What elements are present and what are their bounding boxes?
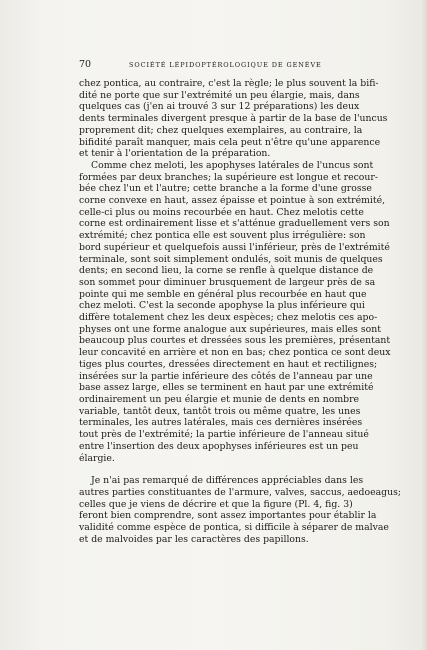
text-line: et de malvoides par les caractères des papillons. bbox=[79, 533, 309, 545]
text-line: extrémité; chez pontica elle est souvent plus irrégulière: son bbox=[79, 230, 366, 242]
text-line: élargie. bbox=[79, 452, 115, 464]
text-line: terminales, les autres latérales, mais ces dernières insérées bbox=[79, 417, 363, 429]
text-line: corne convexe en haut, assez épaisse et pointue à son extrémité, bbox=[79, 195, 386, 207]
text-line: dité ne porte que sur l'extrémité un peu élargie, mais, dans bbox=[79, 89, 360, 101]
text-line: bifidité paraît manquer, mais cela peut n'être qu'une apparence bbox=[79, 136, 381, 148]
text-line: formées par deux branches; la supérieure est longue et recour- bbox=[79, 171, 378, 183]
text-line: Comme chez meloti, les apophyses latérales de l'uncus sont bbox=[91, 159, 374, 171]
page-number: 70 bbox=[79, 59, 92, 70]
text-line: entre l'insertion des deux apophyses inférieures est un peu bbox=[79, 440, 359, 452]
text-line: base assez large, elles se terminent en haut par une extrémité bbox=[79, 382, 374, 394]
text-line: variable, tantôt deux, tantôt trois ou même quatre, les unes bbox=[79, 405, 361, 417]
text-line: diffère totalement chez les deux espèces; chez melotis ces apo- bbox=[79, 312, 378, 324]
text-line: physes ont une forme analogue aux supérieures, mais elles sont bbox=[79, 323, 381, 335]
text-line: pointe qui me semble en général plus recourbée en haut que bbox=[79, 288, 367, 300]
text-line: quelques cas (j'en ai trouvé 3 sur 12 préparations) les deux bbox=[79, 101, 360, 113]
body-text bbox=[79, 78, 401, 545]
text-line: celles que je viens de décrire et que la figure (Pl. 4, fig. 3) bbox=[79, 498, 353, 510]
text-line: autres parties constituantes de l'armure, valves, saccus, aedoeagus; bbox=[79, 486, 401, 498]
paragraph-gap bbox=[79, 464, 351, 475]
text-line: insérées sur la partie inférieure des côtés de l'anneau par une bbox=[79, 370, 373, 382]
text-line: chez pontica, au contraire, c'est la règle; le plus souvent la bifi- bbox=[79, 78, 379, 89]
text-line: ordinairement un peu élargie et munie de dents en nombre bbox=[79, 393, 360, 405]
text-line: chez meloti. C'est la seconde apophyse la plus inférieure qui bbox=[79, 300, 365, 312]
text-line: leur concavité en arrière et non en bas; chez pontica ce sont deux bbox=[79, 347, 391, 359]
text-line: validité comme espèce de pontica, si difficile à séparer de malvae bbox=[79, 522, 389, 534]
text-line: corne est ordinairement lisse et s'atténue graduellement vers son bbox=[79, 218, 390, 230]
text-line: dents terminales divergent presque à partir de la base de l'uncus bbox=[79, 113, 388, 125]
text-line: feront bien comprendre, sont assez importantes pour établir la bbox=[79, 510, 377, 522]
text-line: bée chez l'un et l'autre; cette branche a la forme d'une grosse bbox=[79, 183, 372, 195]
text-line: tiges plus courtes, dressées directement en haut et rectilignes; bbox=[79, 358, 378, 370]
page-edge-shadow bbox=[421, 0, 427, 650]
text-line: Je n'ai pas remarqué de différences appréciables dans les bbox=[91, 475, 364, 487]
text-line: et tenir à l'orientation de la préparation. bbox=[79, 148, 271, 160]
text-line: dents; en second lieu, la corne se renfle à quelque distance de bbox=[79, 265, 374, 277]
text-line: beaucoup plus courtes et dressées sous les premières, présentant bbox=[79, 335, 391, 347]
text-line: tout près de l'extrémité; la partie inférieure de l'anneau situé bbox=[79, 429, 369, 441]
text-line: son sommet pour diminuer brusquement de largeur près de sa bbox=[79, 276, 376, 288]
text-line: terminale, sont soit simplement ondulés, soit munis de quelques bbox=[79, 253, 383, 265]
text-line: celle-ci plus ou moins recourbée en haut. Chez melotis cette bbox=[79, 206, 364, 218]
text-line: bord supérieur et quelquefois aussi l'inférieur, près de l'extrémité bbox=[79, 241, 390, 253]
running-title: SOCIÉTÉ LÉPIDOPTÉROLOGIQUE DE GENÈVE bbox=[129, 61, 322, 69]
text-line: proprement dit; chez quelques exemplaires, au contraire, la bbox=[79, 124, 363, 136]
